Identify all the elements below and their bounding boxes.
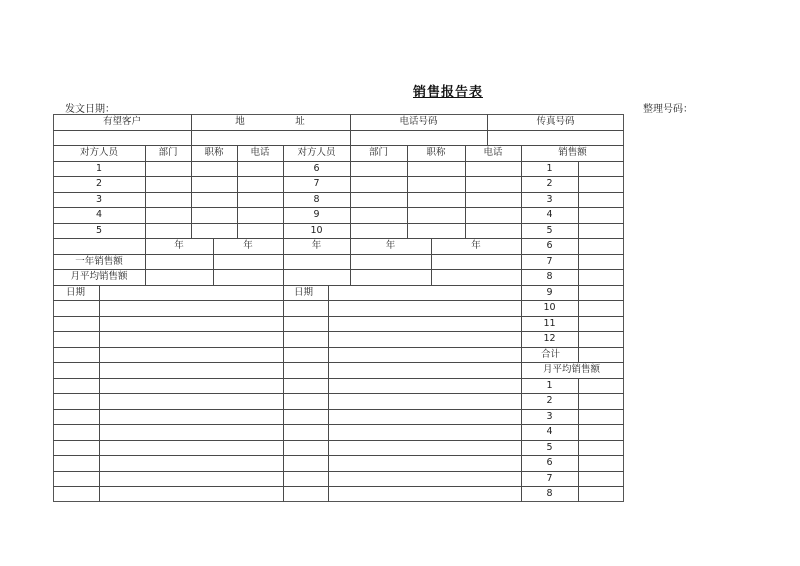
avg-item: 4 (546, 426, 553, 437)
annual-sales-label: 一年销售额 (75, 256, 123, 267)
grid-line (53, 269, 624, 270)
contact-row-number: 7 (313, 178, 320, 189)
contact-row-number: 9 (313, 209, 320, 220)
phone-number-field[interactable] (350, 130, 487, 145)
grid-line (283, 285, 284, 502)
year-label: 年 (174, 240, 184, 251)
grid-line (53, 378, 624, 379)
sales-month: 1 (546, 163, 553, 174)
sales-month: 11 (543, 318, 556, 329)
phone-header-2: 电话 (483, 147, 503, 158)
sales-month: 12 (543, 333, 556, 344)
grid-line (487, 114, 488, 145)
title-header: 职称 (204, 147, 224, 158)
grid-line (191, 145, 192, 238)
grid-line (53, 254, 624, 255)
prospect-client-header: 有望客户 (102, 116, 141, 127)
grid-line (53, 471, 624, 472)
contact-row-number: 8 (313, 194, 320, 205)
title-header-2: 职称 (426, 147, 446, 158)
grid-line (53, 331, 624, 332)
fax-number-header: 传真号码 (536, 116, 575, 127)
sales-month: 10 (543, 302, 556, 313)
contact-row-number: 10 (310, 225, 323, 236)
avg-item: 3 (546, 411, 553, 422)
grid-line (431, 238, 432, 285)
avg-item: 8 (546, 488, 553, 499)
sales-month: 8 (546, 271, 553, 282)
grid-line (53, 207, 624, 208)
grid-line (145, 145, 146, 238)
grid-line (283, 238, 284, 285)
sales-total-label: 合计 (541, 349, 561, 360)
contact-person-header: 对方人员 (79, 147, 118, 158)
grid-line (53, 300, 624, 301)
date-label-right: 日期 (294, 287, 314, 298)
sales-month: 7 (546, 256, 553, 267)
contact-row-number: 3 (95, 194, 103, 205)
grid-line (53, 223, 624, 224)
grid-line (53, 409, 624, 410)
sales-month: 9 (546, 287, 553, 298)
grid-line (237, 145, 238, 238)
year-label: 年 (243, 240, 253, 251)
grid-line (53, 130, 624, 131)
issue-date-label: 发文日期： (65, 104, 115, 115)
contact-person-header-2: 对方人员 (297, 147, 336, 158)
grid-line (53, 238, 624, 239)
year-label: 年 (471, 240, 481, 251)
address-header-1: 地 (235, 116, 245, 127)
sales-month: 6 (546, 240, 553, 251)
phone-header: 电话 (250, 147, 270, 158)
address-field[interactable] (191, 130, 350, 145)
sales-month: 4 (546, 209, 553, 220)
grid-line (465, 145, 466, 238)
department-header-2: 部门 (368, 147, 388, 158)
grid-line (53, 486, 624, 487)
sales-month: 2 (546, 178, 553, 189)
monthly-avg-sales-label: 月平均销售额 (70, 271, 128, 282)
grid-line (53, 176, 624, 177)
page-title: 销售报告表 (412, 85, 483, 100)
sales-amount-header: 销售额 (558, 147, 587, 158)
contact-row-number: 4 (95, 209, 103, 220)
grid-line (53, 347, 624, 348)
year-label: 年 (311, 240, 322, 251)
contact-row-number: 2 (95, 178, 103, 189)
contact-row-number: 1 (95, 163, 103, 174)
grid-line (53, 362, 624, 363)
phone-number-header: 电话号码 (399, 116, 438, 127)
grid-line (578, 161, 579, 362)
grid-line (283, 145, 284, 238)
grid-line (53, 316, 624, 317)
sales-month: 3 (546, 194, 553, 205)
grid-line (53, 161, 624, 162)
sales-monthly-avg-label: 月平均销售额 (543, 364, 601, 375)
grid-line (213, 238, 214, 285)
avg-item: 7 (546, 473, 553, 484)
year-label: 年 (385, 240, 396, 251)
grid-line (53, 424, 624, 425)
grid-line (53, 285, 624, 286)
date-label-left: 日期 (66, 287, 86, 298)
contact-row-number: 5 (95, 225, 103, 236)
address-header-2: 址 (295, 116, 305, 127)
grid-line (578, 378, 579, 502)
grid-line (145, 238, 146, 285)
fax-number-field[interactable] (487, 130, 624, 145)
grid-line (521, 145, 522, 502)
grid-line (328, 285, 329, 502)
avg-item: 6 (546, 457, 553, 468)
avg-item: 5 (546, 442, 553, 453)
grid-line (53, 455, 624, 456)
grid-line (350, 145, 351, 238)
grid-line (53, 192, 624, 193)
contact-row-number: 6 (313, 163, 320, 174)
grid-line (53, 393, 624, 394)
grid-line (53, 145, 624, 146)
prospect-client-field[interactable] (53, 130, 191, 145)
grid-line (407, 145, 408, 238)
avg-item: 2 (546, 395, 553, 406)
sales-month: 5 (546, 225, 553, 236)
avg-item: 1 (546, 380, 553, 391)
grid-line (53, 440, 624, 441)
department-header: 部门 (158, 147, 178, 158)
grid-line (99, 285, 100, 502)
grid-line (350, 238, 351, 285)
file-number-label: 整理号码： (643, 104, 693, 115)
